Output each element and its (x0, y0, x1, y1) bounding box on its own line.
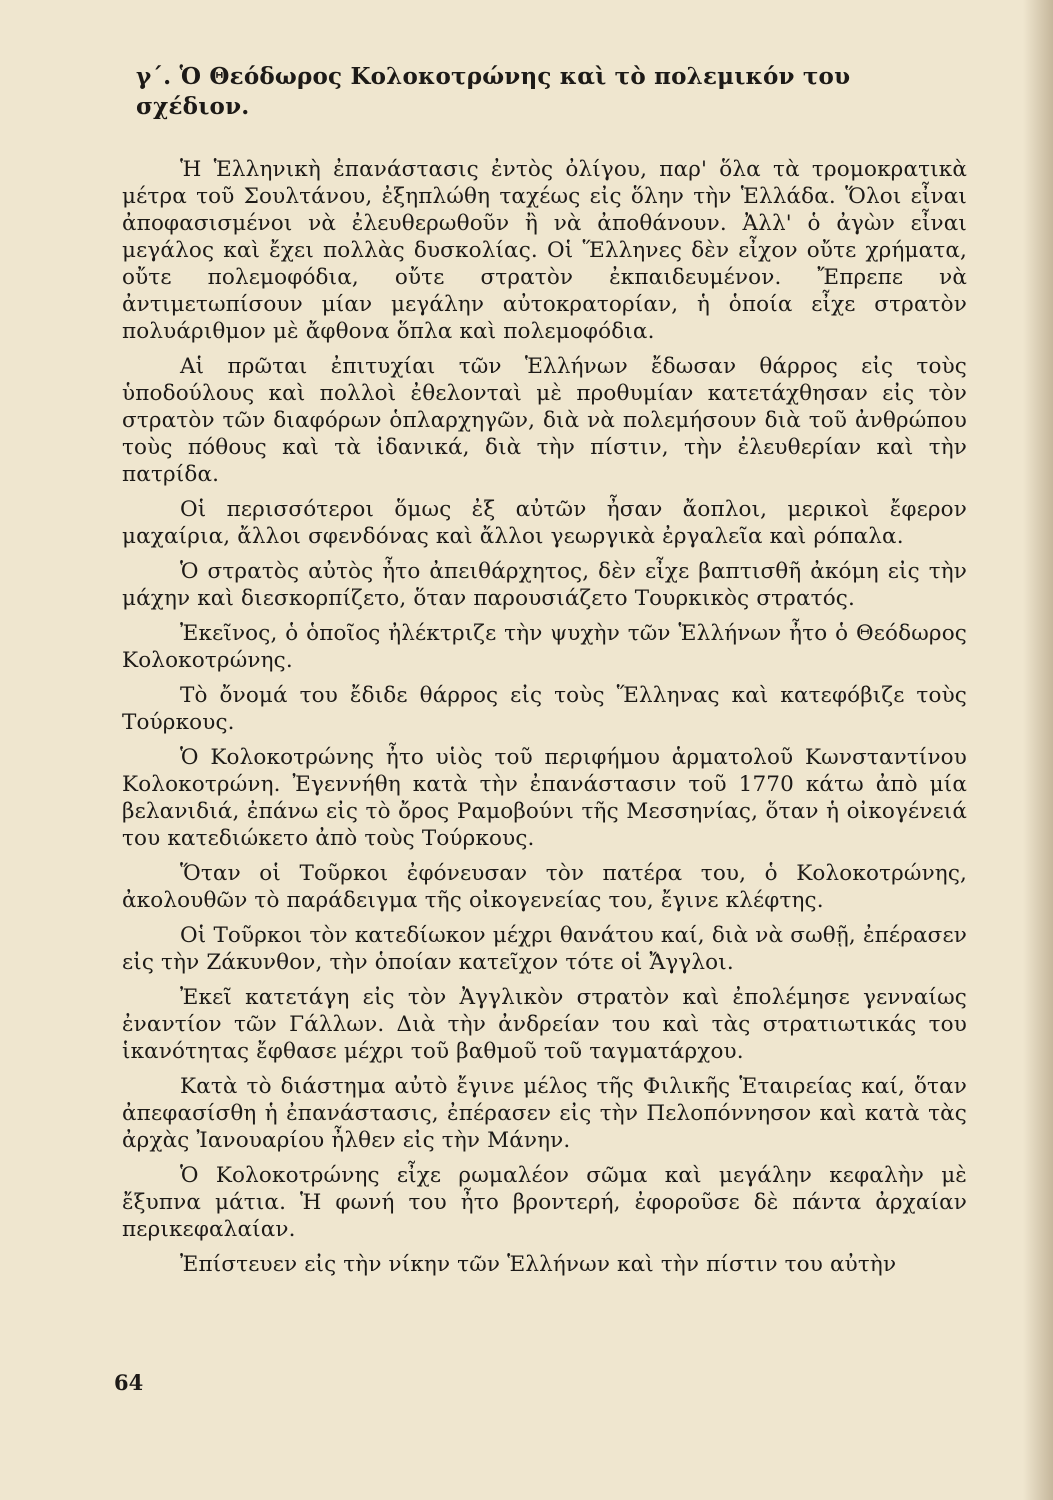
paragraph-7: Ὁ Κολοκοτρώνης ἦτο υἱὸς τοῦ περιφήμου ἁρματολοῦ Κωνσταντίνου Κολοκοτρώνη. Ἐγεννήθη κατὰ τὴν ἐπανάστασιν τοῦ 1770 κάτω ἀπὸ μία βελανιδιά, ἐπάνω εἰς τὸ ὄρος Ραμοβούνι τῆς Μεσσηνίας, ὅταν ἡ οἰκογένειά του κατεδιώκετο ἀπὸ τοὺς Τούρκους. (122, 745, 967, 851)
paragraph-2: Αἱ πρῶται ἐπιτυχίαι τῶν Ἑλλήνων ἔδωσαν θάρρος εἰς τοὺς ὑποδούλους καὶ πολλοὶ ἐθελονταὶ μὲ προθυμίαν κατετάχθησαν εἰς τὸν στρατὸν τῶν διαφόρων ὁπλαρχηγῶν, διὰ νὰ πολεμήσουν διὰ τοῦ ἀνθρώπου τοὺς πόθους καὶ τὰ ἰδανικά, διὰ τὴν πίστιν, τὴν ἐλευθερίαν καὶ τὴν πατρίδα. (122, 354, 967, 487)
page-number: 64 (114, 1370, 144, 1395)
paragraph-6: Τὸ ὄνομά του ἔδιδε θάρρος εἰς τοὺς Ἕλληνας καὶ κατεφόβιζε τοὺς Τούρκους. (122, 683, 967, 735)
paragraph-10: Ἐκεῖ κατετάγη εἰς τὸν Ἀγγλικὸν στρατὸν καὶ ἐπολέμησε γενναίως ἐναντίον τῶν Γάλλων. Διὰ τὴν ἀνδρείαν του καὶ τὰς στρατιωτικάς του ἱκανότητας ἔφθασε μέχρι τοῦ βαθμοῦ τοῦ ταγματάρχου. (122, 985, 967, 1064)
paragraph-13: Ἐπίστευεν εἰς τὴν νίκην τῶν Ἑλλήνων καὶ τὴν πίστιν του αὐτὴν (180, 1252, 897, 1277)
paragraph-8: Ὅταν οἱ Τοῦρκοι ἐφόνευσαν τὸν πατέρα του, ὁ Κολοκοτρώνης, ἀκολουθῶν τὸ παράδειγμα τῆς οἰκογενείας του, ἔγινε κλέφτης. (122, 861, 967, 913)
paragraph-5: Ἐκεῖνος, ὁ ὁποῖος ἠλέκτριζε τὴν ψυχὴν τῶν Ἑλλήνων ἦτο ὁ Θεόδωρος Κολοκοτρώνης. (122, 621, 967, 673)
paragraph-11: Κατὰ τὸ διάστημα αὐτὸ ἔγινε μέλος τῆς Φιλικῆς Ἑταιρείας καί, ὅταν ἀπεφασίσθη ἡ ἐπανάστασις, ἐπέρασεν εἰς τὴν Πελοπόννησον καὶ κατὰ τὰς ἀρχὰς Ἰανουαρίου ἦλθεν εἰς τὴν Μάνην. (122, 1074, 967, 1153)
paragraph-1: Ἡ Ἑλληνικὴ ἐπανάστασις ἐντὸς ὀλίγου, παρ' ὅλα τὰ τρομοκρατικὰ μέτρα τοῦ Σουλτάνου, ἐξηπλώθη ταχέως εἰς ὅλην τὴν Ἑλλάδα. Ὅλοι εἶναι ἀποφασισμένοι νὰ ἐλευθερωθοῦν ἢ νὰ ἀποθάνουν. Ἀλλ' ὁ ἀγὼν εἶναι μεγάλος καὶ ἔχει πολλὰς δυσκολίας. Οἱ Ἕλληνες δὲν εἶχον οὔτε χρήματα, οὔτε πολεμοφόδια, οὔτε στρατὸν ἐκπαιδευμένον. Ἔπρεπε νὰ ἀντιμετωπίσουν μίαν μεγάλην αὐτοκρατορίαν, ἡ ὁποία εἶχε στρατὸν πολυάριθμον μὲ ἄφθονα ὅπλα καὶ πολεμοφόδια. (122, 157, 967, 344)
paragraph-3: Οἱ περισσότεροι ὅμως ἐξ αὐτῶν ἦσαν ἄοπλοι, μερικοὶ ἔφερον μαχαίρια, ἄλλοι σφενδόνας καὶ ἄλλοι γεωργικὰ ἐργαλεῖα καὶ ρόπαλα. (122, 497, 967, 549)
paragraph-9: Οἱ Τοῦρκοι τὸν κατεδίωκον μέχρι θανάτου καί, διὰ νὰ σωθῇ, ἐπέρασεν εἰς τὴν Ζάκυνθον, τὴν ὁποίαν κατεῖχον τότε οἱ Ἄγγλοι. (122, 923, 967, 975)
section-heading: γ΄. Ὁ Θεόδωρος Κολοκοτρώνης καὶ τὸ πολεμικόν του σχέδιον. (136, 63, 851, 120)
paragraph-12: Ὁ Κολοκοτρώνης εἶχε ρωμαλέον σῶμα καὶ μεγάλην κεφαλὴν μὲ ἔξυπνα μάτια. Ἡ φωνή του ἦτο βροντερή, ἐφοροῦσε δὲ πάντα ἀρχαίαν περικεφαλαίαν. (122, 1163, 967, 1242)
page-edge-shadow (1023, 0, 1053, 1500)
page-content (122, 62, 967, 1286)
paragraph-4: Ὁ στρατὸς αὐτὸς ἦτο ἀπειθάρχητος, δὲν εἶχε βαπτισθῆ ἀκόμη εἰς τὴν μάχην καὶ διεσκορπίζετο, ὅταν παρουσιάζετο Τουρκικὸς στρατός. (122, 559, 967, 611)
